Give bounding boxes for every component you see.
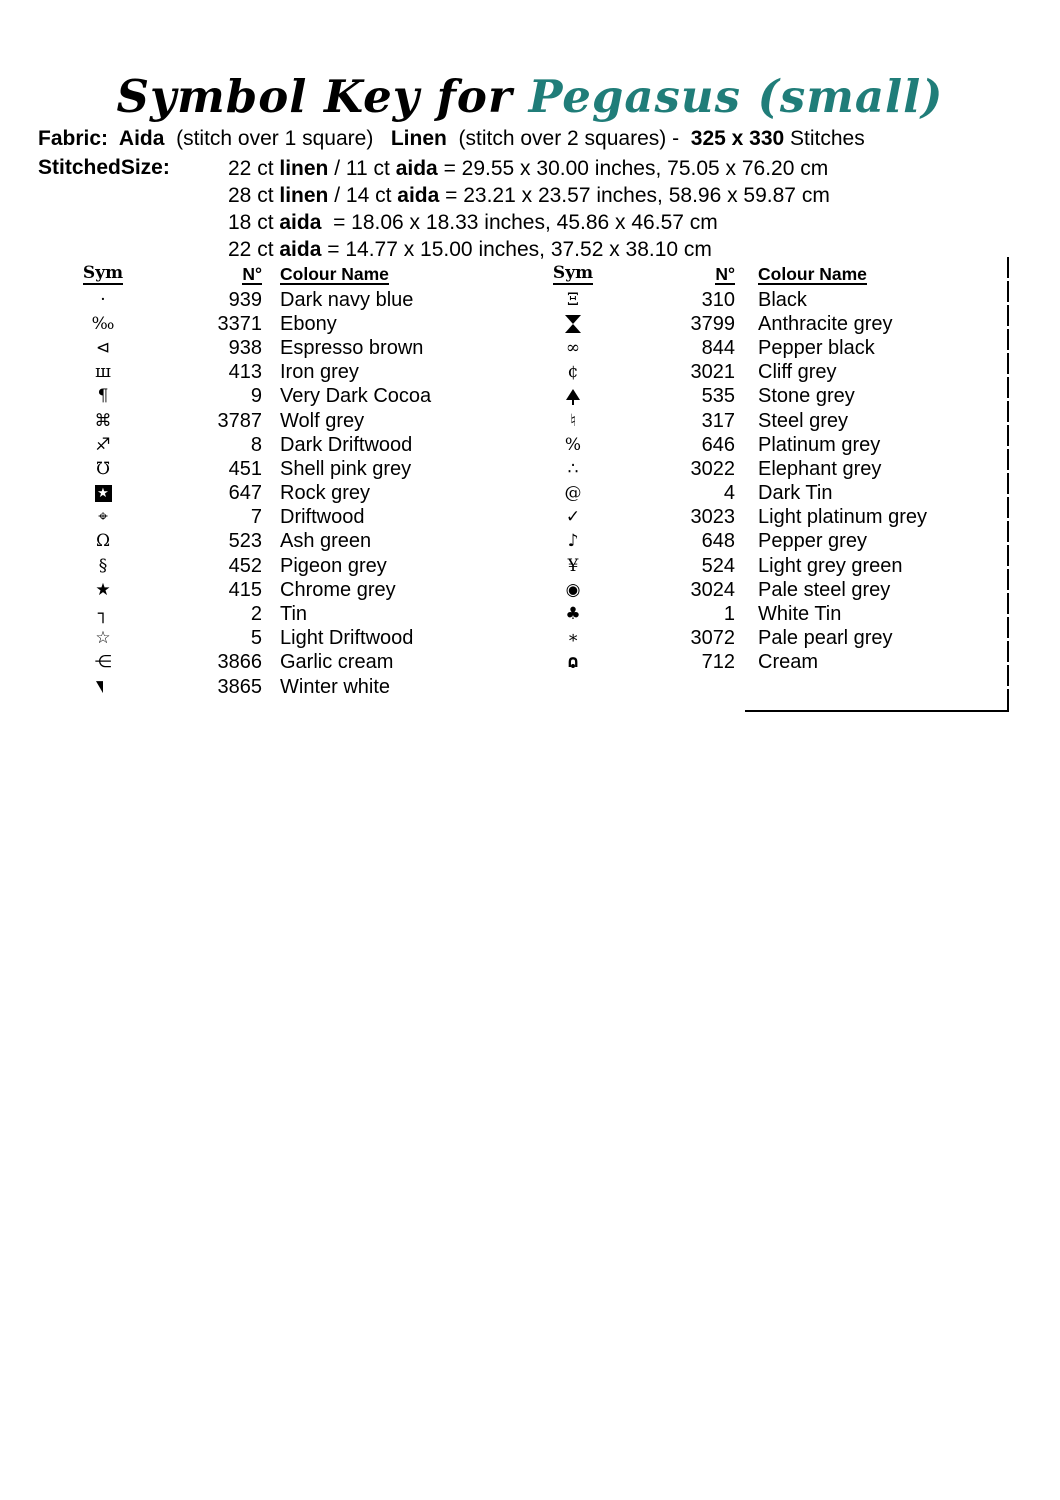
- colour-name-cell: Very Dark Cocoa: [280, 385, 432, 408]
- key-row: [540, 530, 1000, 554]
- text-segment: 18 ct: [228, 211, 280, 234]
- title-pattern-name: Pegasus (small): [528, 70, 944, 123]
- key-row: [540, 457, 1000, 481]
- number-cell: 451: [228, 457, 262, 480]
- number-cell: 3072: [690, 627, 735, 650]
- number-cell: 1: [723, 603, 735, 626]
- text-segment: aida: [279, 211, 322, 234]
- colour-name-cell: Pepper grey: [758, 530, 867, 553]
- colour-name-cell: Light grey green: [758, 554, 903, 577]
- text-segment: / 11 ct: [328, 157, 396, 180]
- symbol-cell: @: [564, 483, 582, 504]
- number-cell: 310: [701, 288, 735, 311]
- number-cell: 535: [701, 385, 735, 408]
- number-cell: 939: [228, 288, 262, 311]
- number-cell: 3787: [217, 409, 262, 432]
- colour-name-cell: Espresso brown: [280, 336, 424, 359]
- star-in-square-icon: [95, 485, 112, 502]
- colour-name-cell: Light Driftwood: [280, 627, 414, 650]
- page-title: [0, 70, 1060, 123]
- symbol-cell: ∗: [567, 628, 579, 649]
- number-cell: 452: [228, 554, 262, 577]
- symbol-cell: ·: [100, 289, 106, 310]
- number-cell: 9: [250, 385, 262, 408]
- triangle-down-half-black-icon: [96, 681, 110, 693]
- stitched-size-line: [228, 182, 1028, 209]
- key-row: [70, 288, 520, 312]
- symbol-cell: ★: [95, 579, 111, 600]
- key-row: [70, 385, 520, 409]
- table-bottom-border: [745, 710, 1009, 712]
- number-cell: 5: [250, 627, 262, 650]
- colour-name-cell: Steel grey: [758, 409, 849, 432]
- number-cell: 415: [228, 578, 262, 601]
- colour-name-cell: White Tin: [758, 603, 842, 626]
- number-cell: 4: [723, 482, 735, 505]
- symbol-cell: ♐: [95, 434, 111, 455]
- symbol-cell: [540, 654, 606, 671]
- number-cell: 3866: [217, 651, 262, 674]
- symbol-cell: ‰: [91, 313, 115, 334]
- key-row: [540, 288, 1000, 312]
- symbol-cell: ♪: [567, 531, 579, 552]
- colour-name-header: Colour Name: [280, 263, 389, 284]
- key-row: [540, 482, 1000, 506]
- colour-name-cell: Dark navy blue: [280, 288, 414, 311]
- symbol-cell: ☆: [95, 628, 111, 649]
- symbol-cell: ♣: [565, 604, 581, 625]
- number-cell: 3865: [217, 675, 262, 698]
- text-segment: 325 x 330: [690, 127, 785, 150]
- table-body: [70, 288, 520, 699]
- colour-name-cell: Pepper black: [758, 336, 875, 359]
- number-cell: 844: [701, 336, 735, 359]
- key-row: [70, 312, 520, 336]
- key-row: [70, 675, 520, 699]
- colour-name-cell: Chrome grey: [280, 578, 396, 601]
- symbol-cell: ℧: [95, 458, 111, 479]
- number-header: N°: [715, 263, 735, 284]
- colour-name-cell: Rock grey: [280, 482, 371, 505]
- colour-name-cell: Light platinum grey: [758, 506, 927, 529]
- symbol-cell: ∞: [565, 337, 581, 358]
- key-row: [540, 578, 1000, 602]
- sym-header: Sym: [552, 263, 594, 284]
- number-cell: 8: [250, 433, 262, 456]
- symbol-cell: ✓: [565, 507, 581, 528]
- table-right-border: [1007, 257, 1009, 712]
- number-header: N°: [242, 263, 262, 284]
- number-cell: 3023: [690, 506, 735, 529]
- colour-name-cell: Platinum grey: [758, 433, 881, 456]
- symbol-cell: ⋲: [94, 652, 112, 673]
- number-cell: 3371: [217, 312, 262, 335]
- text-segment: (stitch over 2 squares) -: [446, 127, 691, 150]
- key-row: [70, 651, 520, 675]
- colour-name-cell: Elephant grey: [758, 457, 882, 480]
- colour-name-cell: Driftwood: [280, 506, 365, 529]
- key-row: [70, 336, 520, 360]
- number-cell: 3799: [690, 312, 735, 335]
- key-row: [70, 602, 520, 626]
- stitched-size-line: [228, 209, 1028, 236]
- symbol-cell: %: [564, 434, 582, 455]
- text-segment: 22 ct: [228, 157, 280, 180]
- symbol-cell: Ξ: [567, 289, 579, 310]
- stitched-size-line: [228, 155, 1028, 182]
- key-row: [540, 554, 1000, 578]
- key-row: [70, 506, 520, 530]
- table-header-row: [70, 258, 520, 288]
- text-segment: 28 ct: [228, 184, 280, 207]
- key-row: [540, 433, 1000, 457]
- text-segment: linen: [279, 184, 329, 207]
- text-segment: Fabric:: [38, 127, 109, 150]
- text-segment: aida: [397, 184, 440, 207]
- symbol-cell: ¶: [97, 386, 109, 407]
- text-segment: aida: [395, 157, 438, 180]
- symbol-cell: Ω: [95, 531, 111, 552]
- key-row: [70, 457, 520, 481]
- symbol-cell: [70, 485, 136, 502]
- colour-name-cell: Black: [758, 288, 807, 311]
- key-row: [70, 530, 520, 554]
- number-cell: 648: [701, 530, 735, 553]
- colour-name-cell: Anthracite grey: [758, 312, 893, 335]
- number-cell: 7: [250, 506, 262, 529]
- hourglass-icon: [565, 315, 581, 333]
- symbol-cell: ┐: [97, 604, 109, 625]
- text-segment: linen: [279, 157, 329, 180]
- number-cell: 938: [228, 336, 262, 359]
- key-row: [70, 433, 520, 457]
- symbol-cell: ♮: [569, 410, 577, 431]
- text-segment: = 14.77 x 15.00 inches, 37.52 x 38.10 cm: [321, 238, 712, 261]
- text-segment: Aida: [108, 127, 165, 150]
- table-header-row: [540, 258, 1000, 288]
- key-row: [540, 312, 1000, 336]
- colour-name-cell: Dark Driftwood: [280, 433, 413, 456]
- key-row: [540, 409, 1000, 433]
- symbol-key-table-left: [70, 258, 520, 699]
- title-prefix: Symbol Key for: [116, 70, 513, 123]
- colour-name-cell: Cream: [758, 651, 819, 674]
- sym-header: Sym: [82, 263, 124, 284]
- number-cell: 3022: [690, 457, 735, 480]
- fabric-info-line: [38, 127, 865, 151]
- symbol-key-table-right: [540, 258, 1000, 675]
- key-row: [70, 554, 520, 578]
- stitched-size-lines: [228, 155, 1028, 263]
- symbol-cell: ∴: [567, 458, 579, 479]
- symbol-cell: ⊲: [95, 337, 111, 358]
- symbol-cell: ⌖: [98, 507, 108, 528]
- colour-name-cell: Dark Tin: [758, 482, 833, 505]
- stitched-size-label: StitchedSize:: [38, 156, 170, 179]
- symbol-cell: ⌘: [94, 410, 112, 431]
- colour-name-cell: Iron grey: [280, 361, 359, 384]
- key-row: [70, 482, 520, 506]
- number-cell: 317: [701, 409, 735, 432]
- colour-name-cell: Cliff grey: [758, 361, 837, 384]
- colour-name-cell: Garlic cream: [280, 651, 394, 674]
- text-segment: / 14 ct: [328, 184, 398, 207]
- key-row: [70, 409, 520, 433]
- symbol-cell: §: [98, 555, 108, 576]
- symbol-cell: [70, 681, 136, 693]
- key-row: [540, 385, 1000, 409]
- number-cell: 712: [701, 651, 735, 674]
- number-cell: 647: [228, 482, 262, 505]
- symbol-cell: ¥: [567, 555, 579, 576]
- colour-name-cell: Ash green: [280, 530, 372, 553]
- text-segment: aida: [279, 238, 322, 261]
- colour-name-cell: Pale pearl grey: [758, 627, 893, 650]
- text-segment: (stitch over 1 square): [164, 127, 391, 150]
- key-row: [540, 336, 1000, 360]
- key-row: [540, 361, 1000, 385]
- key-row: [540, 651, 1000, 675]
- colour-name-cell: Pale steel grey: [758, 578, 891, 601]
- text-segment: = 23.21 x 23.57 inches, 58.96 x 59.87 cm: [439, 184, 830, 207]
- arch-with-dot-icon: [566, 654, 580, 671]
- text-segment: = 18.06 x 18.33 inches, 45.86 x 46.57 cm: [321, 211, 718, 234]
- key-row: [70, 578, 520, 602]
- number-cell: 523: [228, 530, 262, 553]
- text-segment: Stitches: [784, 127, 865, 150]
- number-cell: 3021: [690, 361, 735, 384]
- colour-name-cell: Stone grey: [758, 385, 855, 408]
- colour-name-cell: Pigeon grey: [280, 554, 387, 577]
- number-cell: 413: [228, 361, 262, 384]
- table-body: [540, 288, 1000, 675]
- colour-name-cell: Wolf grey: [280, 409, 365, 432]
- key-row: [540, 602, 1000, 626]
- key-row: [540, 506, 1000, 530]
- number-cell: 646: [701, 433, 735, 456]
- key-row: [70, 627, 520, 651]
- text-segment: = 29.55 x 30.00 inches, 75.05 x 76.20 cm: [437, 157, 829, 180]
- symbol-cell: ¢: [567, 362, 579, 383]
- number-cell: 2: [250, 603, 262, 626]
- text-segment: Linen: [390, 127, 447, 150]
- colour-name-cell: Winter white: [280, 675, 391, 698]
- text-segment: 22 ct: [228, 238, 280, 261]
- key-row: [540, 627, 1000, 651]
- colour-name-cell: Shell pink grey: [280, 457, 412, 480]
- number-cell: 3024: [690, 578, 735, 601]
- symbol-cell: [540, 389, 606, 405]
- symbol-cell: ◉: [565, 579, 581, 600]
- symbol-cell: [540, 315, 606, 333]
- number-cell: 524: [701, 554, 735, 577]
- colour-name-cell: Tin: [280, 603, 308, 626]
- symbol-cell: ш: [95, 362, 111, 383]
- key-row: [70, 361, 520, 385]
- colour-name-header: Colour Name: [758, 263, 867, 284]
- dart-up-icon: [566, 389, 581, 405]
- colour-name-cell: Ebony: [280, 312, 337, 335]
